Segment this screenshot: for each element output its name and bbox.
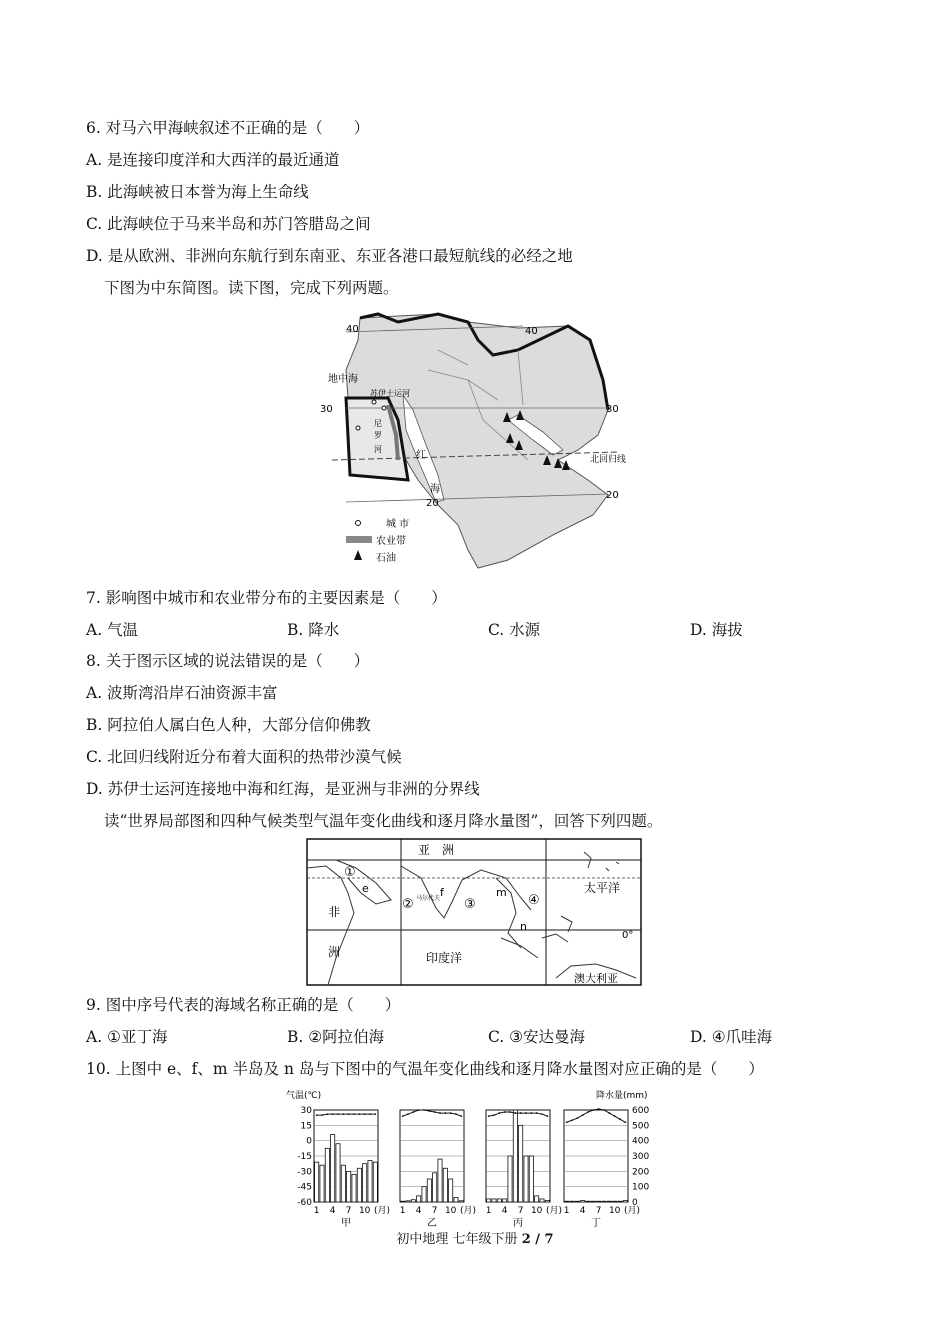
temp-point xyxy=(369,1113,371,1115)
q9-option-d: D. ④爪哇海 xyxy=(690,1028,773,1046)
temp-point xyxy=(439,1112,441,1114)
temp-point xyxy=(525,1112,527,1114)
label-pacific: 太平洋 xyxy=(584,881,621,895)
precip-bar xyxy=(406,1201,410,1202)
month-tick: 1 xyxy=(563,1206,570,1216)
precip-bar xyxy=(438,1159,442,1202)
precip-bar xyxy=(422,1187,426,1202)
lat-label-40-right: 40 xyxy=(525,326,538,337)
label-sea-4: ④ xyxy=(528,893,540,908)
temp-tick-label: -15 xyxy=(297,1152,312,1162)
left-axis-title: 气温(℃) xyxy=(286,1091,322,1101)
temp-point xyxy=(423,1109,425,1111)
label-sea-2: ② xyxy=(402,897,414,912)
q6-option-d: D. 是从欧洲、非洲向东航行到东南亚、东亚各港口最短航线的必经之地 xyxy=(86,247,573,265)
precip-bar xyxy=(443,1168,447,1202)
month-tick: 1 xyxy=(399,1206,406,1216)
legend-city: 城 市 xyxy=(386,519,410,530)
temp-point xyxy=(608,1112,610,1114)
precip-bar xyxy=(411,1200,415,1202)
temp-tick-label: 15 xyxy=(300,1121,312,1132)
precip-bar xyxy=(427,1179,431,1202)
temp-point xyxy=(587,1111,589,1113)
temp-point xyxy=(520,1112,522,1114)
page-number: 2 / 7 xyxy=(521,1232,554,1247)
q6-option-b: B. 此海峡被日本誉为海上生命线 xyxy=(86,183,309,201)
precip-bar xyxy=(581,1200,585,1202)
temp-tick-label: -60 xyxy=(297,1198,312,1208)
precip-tick-label: 500 xyxy=(632,1121,650,1132)
precip-bar xyxy=(607,1201,611,1202)
precip-bar xyxy=(570,1201,574,1202)
temp-point xyxy=(316,1114,318,1116)
temp-point xyxy=(332,1113,334,1115)
temp-point xyxy=(374,1113,376,1115)
label-asia: 亚 洲 xyxy=(418,843,455,857)
label-e: e xyxy=(362,882,369,895)
legend-agri: 农业带 xyxy=(376,536,406,547)
temp-point xyxy=(603,1109,605,1111)
precip-bar xyxy=(535,1196,539,1202)
precip-bar xyxy=(545,1200,549,1202)
temp-tick-label: 0 xyxy=(306,1136,312,1147)
mideast-map xyxy=(318,310,638,572)
q7-stem: 7. 影响图中城市和农业带分布的主要因素是（ ） xyxy=(86,589,447,607)
city-marker xyxy=(372,400,376,404)
temp-point xyxy=(342,1113,344,1115)
city-marker xyxy=(356,426,360,430)
q7-option-d: D. 海拔 xyxy=(690,621,743,639)
precip-bar xyxy=(352,1174,356,1202)
label-nile-2: 罗 xyxy=(374,431,382,440)
label-red-1: 红 xyxy=(416,450,426,461)
q6-option-a: A. 是连接印度洋和大西洋的最近通道 xyxy=(86,151,340,169)
label-africa-1: 非 xyxy=(328,905,341,919)
precip-tick-label: 0 xyxy=(632,1198,638,1208)
precip-bar xyxy=(503,1199,507,1202)
q8-option-c: C. 北回归线附近分布着大面积的热带沙漠气候 xyxy=(86,748,402,766)
temp-point xyxy=(407,1113,409,1115)
temp-point xyxy=(614,1115,616,1117)
climate-charts xyxy=(284,1088,664,1230)
precip-bar xyxy=(487,1199,491,1202)
climate-panel-4 xyxy=(564,1108,640,1229)
climate-panel-1 xyxy=(314,1110,390,1229)
label-tropic: 北回归线 xyxy=(590,455,627,465)
temp-point xyxy=(402,1115,404,1117)
precip-bar xyxy=(618,1201,622,1202)
temp-point xyxy=(619,1118,621,1120)
temp-point xyxy=(337,1113,339,1115)
temp-point xyxy=(498,1112,500,1114)
precip-bar xyxy=(347,1171,351,1202)
temp-point xyxy=(624,1121,626,1123)
month-tick: 1 xyxy=(485,1206,492,1216)
month-tick: 10 xyxy=(444,1206,457,1216)
month-tick: 4 xyxy=(501,1206,508,1216)
precip-tick-label: 400 xyxy=(632,1136,650,1147)
label-africa-2: 洲 xyxy=(328,945,341,959)
precip-bar xyxy=(565,1201,569,1202)
label-m: m xyxy=(496,886,507,899)
precip-bar xyxy=(363,1164,367,1202)
label-nile-1: 尼 xyxy=(374,419,382,428)
precip-bar xyxy=(519,1125,523,1202)
label-maldives: 马尔代夫 xyxy=(416,895,441,902)
month-unit: (月) xyxy=(374,1206,391,1216)
label-indian-ocean: 印度洋 xyxy=(426,951,463,965)
temp-point xyxy=(353,1113,355,1115)
precip-bar xyxy=(529,1156,533,1202)
q9-option-b: B. ②阿拉伯海 xyxy=(287,1028,385,1046)
q7-option-b: B. 降水 xyxy=(287,621,340,639)
legend-city-icon xyxy=(356,521,361,526)
temp-point xyxy=(364,1113,366,1115)
temp-point xyxy=(514,1112,516,1114)
right-axis-title: 降水量(mm) xyxy=(596,1091,648,1101)
panel-name: 丁 xyxy=(591,1218,601,1229)
month-tick: 7 xyxy=(517,1206,524,1216)
precip-bar xyxy=(331,1135,335,1202)
precip-bar xyxy=(524,1156,528,1202)
precip-bar xyxy=(492,1199,496,1202)
q9-option-a: A. ①亚丁海 xyxy=(86,1028,168,1046)
precip-tick-label: 600 xyxy=(632,1106,650,1116)
temp-point xyxy=(348,1113,350,1115)
panel-name: 丙 xyxy=(513,1218,523,1229)
precip-bar xyxy=(623,1200,627,1202)
lat-label-40-left: 40 xyxy=(346,324,359,335)
temp-point xyxy=(412,1111,414,1113)
q6-option-c: C. 此海峡位于马来半岛和苏门答腊岛之间 xyxy=(86,215,371,233)
precip-tick-label: 100 xyxy=(632,1182,650,1193)
lat-label-20-right: 20 xyxy=(606,490,619,501)
month-tick: 7 xyxy=(595,1206,602,1216)
temp-point xyxy=(592,1109,594,1111)
precip-bar xyxy=(336,1144,340,1202)
temp-point xyxy=(444,1112,446,1114)
month-tick: 10 xyxy=(608,1206,621,1216)
lat-label-20-left: 20 xyxy=(426,498,439,509)
precip-bar xyxy=(417,1196,421,1202)
temp-point xyxy=(488,1115,490,1117)
climate-panel-2 xyxy=(400,1109,476,1229)
precip-bar xyxy=(357,1168,361,1202)
climate-panel-3 xyxy=(486,1110,562,1229)
temp-point xyxy=(504,1111,506,1113)
precip-bar xyxy=(497,1199,501,1202)
q8-stem: 8. 关于图示区域的说法错误的是（ ） xyxy=(86,652,370,670)
q8-option-d: D. 苏伊士运河连接地中海和红海，是亚洲与非洲的分界线 xyxy=(86,780,480,798)
label-suez: 苏伊士运河 xyxy=(370,389,410,398)
month-tick: 10 xyxy=(358,1206,371,1216)
temp-point xyxy=(321,1114,323,1116)
temp-tick-label: 30 xyxy=(300,1106,312,1116)
precip-bar xyxy=(449,1179,453,1202)
label-f: f xyxy=(440,886,444,899)
precip-bar xyxy=(586,1201,590,1202)
q7-option-c: C. 水源 xyxy=(488,621,541,639)
label-mediterranean: 地中海 xyxy=(328,374,358,385)
temp-point xyxy=(582,1114,584,1116)
lat-label-30-right: 30 xyxy=(606,404,619,415)
temp-point xyxy=(598,1108,600,1110)
precip-bar xyxy=(540,1199,544,1202)
precip-bar xyxy=(454,1197,458,1202)
temp-point xyxy=(541,1113,543,1115)
page-footer xyxy=(0,1228,950,1247)
precip-bar xyxy=(459,1201,463,1202)
q8-option-a: A. 波斯湾沿岸石油资源丰富 xyxy=(86,684,278,702)
month-unit: (月) xyxy=(460,1206,477,1216)
intro-mideast: 下图为中东简图。读下图，完成下列两题。 xyxy=(104,279,399,297)
footer-text: 初中地理 七年级下册 xyxy=(396,1232,522,1247)
label-sea-3: ③ xyxy=(464,897,476,912)
label-red-2: 海 xyxy=(430,484,440,495)
legend-oil-icon xyxy=(354,550,362,560)
precip-bar xyxy=(373,1162,377,1202)
precip-bar xyxy=(433,1173,437,1202)
precip-bar xyxy=(613,1201,617,1202)
precip-tick-label: 200 xyxy=(632,1167,650,1178)
temp-point xyxy=(493,1114,495,1116)
precip-bar xyxy=(602,1201,606,1202)
month-tick: 7 xyxy=(345,1206,352,1216)
temp-point xyxy=(566,1121,568,1123)
precip-bar xyxy=(320,1165,324,1202)
temp-tick-label: -45 xyxy=(297,1182,312,1193)
precip-bar xyxy=(325,1148,329,1202)
temp-point xyxy=(418,1109,420,1111)
temp-point xyxy=(358,1113,360,1115)
month-tick: 1 xyxy=(313,1206,320,1216)
q7-option-a: A. 气温 xyxy=(86,621,139,639)
temp-point xyxy=(571,1119,573,1121)
label-equator: 0° xyxy=(622,930,634,941)
month-unit: (月) xyxy=(546,1206,563,1216)
precip-bar xyxy=(513,1110,517,1202)
temp-point xyxy=(460,1115,462,1117)
temp-point xyxy=(434,1111,436,1113)
temp-point xyxy=(576,1117,578,1119)
legend-oil: 石油 xyxy=(376,553,396,564)
temp-point xyxy=(450,1112,452,1114)
lat-label-30-left: 30 xyxy=(320,404,333,415)
temp-point xyxy=(536,1112,538,1114)
world-partial-map xyxy=(306,838,642,986)
precip-bar xyxy=(315,1162,319,1202)
q8-option-b: B. 阿拉伯人属白色人种，大部分信仰佛教 xyxy=(86,716,371,734)
precip-bar xyxy=(368,1161,372,1202)
precip-bar xyxy=(341,1165,345,1202)
precip-tick-label: 300 xyxy=(632,1152,650,1162)
label-n: n xyxy=(520,920,527,933)
q9-stem: 9. 图中序号代表的海域名称正确的是（ ） xyxy=(86,996,401,1014)
temp-point xyxy=(326,1113,328,1115)
month-unit: (月) xyxy=(624,1206,641,1216)
month-tick: 4 xyxy=(329,1206,336,1216)
temp-tick-label: -30 xyxy=(297,1167,312,1178)
label-australia: 澳大利亚 xyxy=(574,972,618,985)
q6-stem: 6. 对马六甲海峡叙述不正确的是（ ） xyxy=(86,119,370,137)
month-tick: 10 xyxy=(530,1206,543,1216)
label-nile-3: 河 xyxy=(374,445,382,454)
precip-bar xyxy=(591,1201,595,1202)
label-sea-1: ① xyxy=(344,865,356,880)
panel-name: 甲 xyxy=(341,1218,351,1229)
legend-agri-icon xyxy=(346,536,372,543)
temp-point xyxy=(530,1112,532,1114)
precip-bar xyxy=(401,1201,405,1202)
month-tick: 4 xyxy=(579,1206,586,1216)
month-tick: 7 xyxy=(431,1206,438,1216)
temp-point xyxy=(546,1115,548,1117)
precip-bar xyxy=(597,1201,601,1202)
temp-point xyxy=(455,1113,457,1115)
precip-bar xyxy=(508,1156,512,1202)
city-marker xyxy=(382,406,386,410)
month-tick: 4 xyxy=(415,1206,422,1216)
temp-point xyxy=(509,1111,511,1113)
intro-world: 读“世界局部图和四种气候类型气温年变化曲线和逐月降水量图”，回答下列四题。 xyxy=(104,812,663,830)
q9-option-c: C. ③安达曼海 xyxy=(488,1028,586,1046)
temp-point xyxy=(428,1110,430,1112)
q10-stem: 10. 上图中 e、f、m 半岛及 n 岛与下图中的气温年变化曲线和逐月降水量图对应正确的是（ ） xyxy=(86,1060,764,1078)
panel-name: 乙 xyxy=(427,1218,437,1229)
precip-bar xyxy=(575,1201,579,1202)
